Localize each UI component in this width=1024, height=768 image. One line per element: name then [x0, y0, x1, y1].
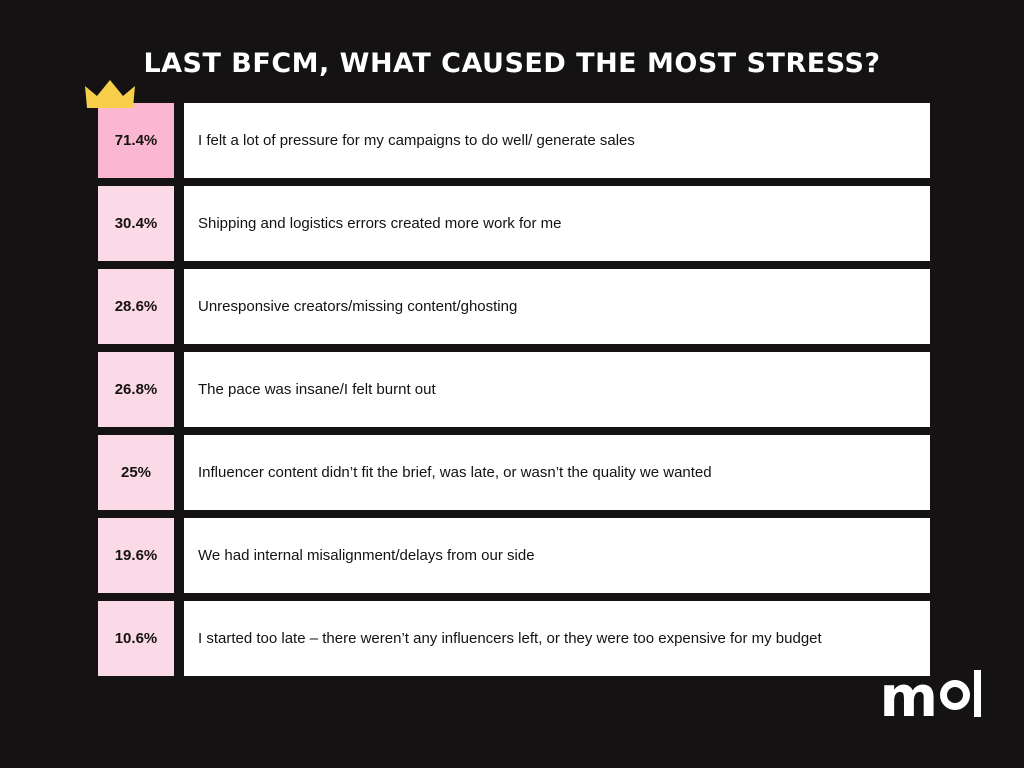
stress-results-list	[98, 103, 930, 684]
crown-icon	[84, 77, 136, 111]
brand-logo	[879, 665, 982, 730]
answer-label: The pace was insane/I felt burnt out	[184, 352, 930, 427]
list-item	[98, 186, 930, 261]
list-item	[98, 352, 930, 427]
percent-value: 28.6%	[98, 269, 174, 344]
list-item	[98, 269, 930, 344]
logo-bar	[974, 670, 981, 717]
logo-mark-o	[938, 670, 982, 726]
percent-value: 30.4%	[98, 186, 174, 261]
list-item	[98, 518, 930, 593]
answer-label: I started too late – there weren’t any influencers left, or they were too expensive for my budget	[184, 601, 930, 676]
percent-value: 25%	[98, 435, 174, 510]
answer-label: I felt a lot of pressure for my campaigns to do well/ generate sales	[184, 103, 930, 178]
answer-label: Unresponsive creators/missing content/ghosting	[184, 269, 930, 344]
percent-value: 26.8%	[98, 352, 174, 427]
percent-value: 19.6%	[98, 518, 174, 593]
logo-letter-m: m	[879, 665, 936, 730]
answer-label: Influencer content didn’t fit the brief, was late, or wasn’t the quality we wanted	[184, 435, 930, 510]
logo-ring	[940, 680, 970, 710]
page-title: LAST BFCM, WHAT CAUSED THE MOST STRESS?	[143, 48, 881, 79]
percent-value: 10.6%	[98, 601, 174, 676]
percent-value: 71.4%	[98, 103, 174, 178]
answer-label: We had internal misalignment/delays from our side	[184, 518, 930, 593]
answer-label: Shipping and logistics errors created more work for me	[184, 186, 930, 261]
list-item	[98, 435, 930, 510]
list-item	[98, 601, 930, 676]
list-item	[98, 103, 930, 178]
